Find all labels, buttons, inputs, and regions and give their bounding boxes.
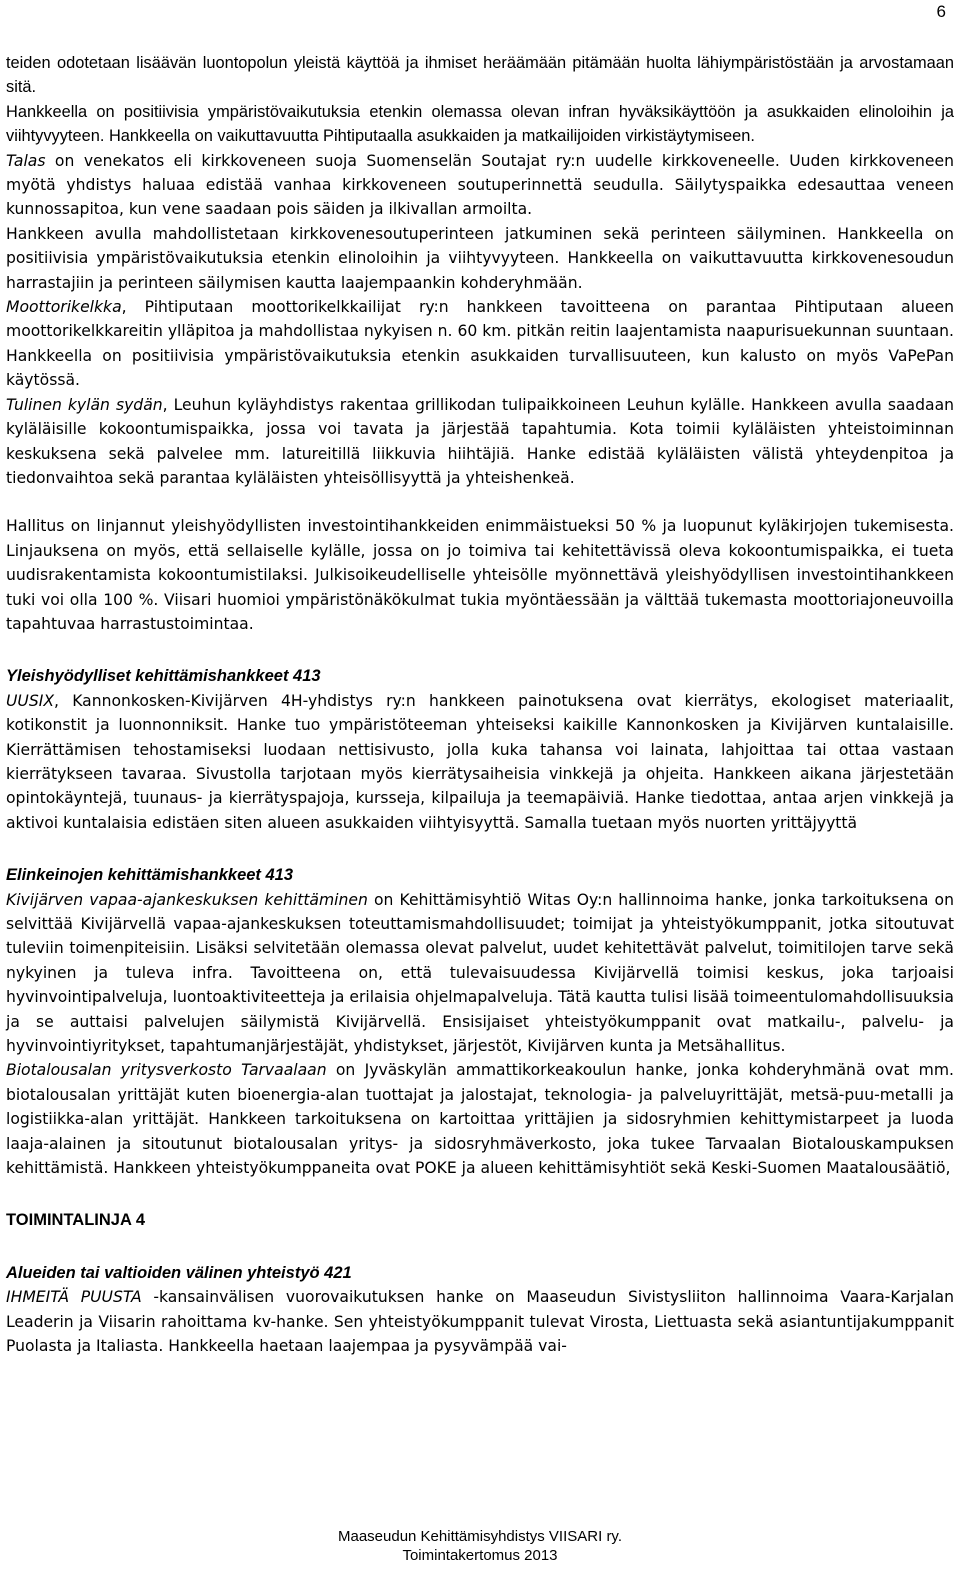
- spacer: [6, 1180, 954, 1208]
- paragraph: [6, 1285, 954, 1358]
- spacer: [6, 490, 954, 514]
- paragraph: [6, 888, 954, 1059]
- project-title: Talas: [6, 151, 46, 170]
- page-footer: [0, 1527, 960, 1565]
- page-body: [6, 51, 954, 1359]
- section-heading: Yleishyödylliset kehittämishankkeet 413: [6, 667, 321, 686]
- section-heading: Elinkeinojen kehittämishankkeet 413: [6, 866, 294, 885]
- project-title: IHMEITÄ PUUSTA: [6, 1288, 142, 1307]
- paragraph-text: , Kannonkosken-Kivijärven 4H-yhdistys ry:n hankkeen painotuksena ovat kierrätys, ekologiset materiaalit, kotikonstit ja luonnonniksit. Hanke tuo ympäristöteeman yhteiseksi kaikille Kannonkosken ja Kivijärven kuntalaisille. Kierrättämisen tehostamiseksi luodaan nettisivusto, jolla kuka tahansa voi lainata, lahjoittaa tai ottaa vastaan kierrätykseen tavaraa. Sivustolla tarjotaan myös kierrätysaiheisia vinkkejä ja ohjeita. Hankkeen aikana järjestetään opintokäyntejä, tuunaus- ja kierrätyspajoja, kursseja, kilpailuja ja teemapäiviä. Hanke tiedottaa, antaa arjen vinkkejä ja aktivoi kuntalaisia edistäen siten alueen asukkaiden viihtyisyyttä. Samalla tuetaan myös nuorten yrittäjyyttä: [6, 691, 954, 832]
- project-title: Kivijärven vapaa-ajankeskuksen kehittäminen: [6, 890, 368, 909]
- section-heading: Alueiden tai valtioiden välinen yhteistyö 421: [6, 1263, 352, 1282]
- paragraph-text: -kansainvälisen vuorovaikutuksen hanke on Maaseudun Sivistysliiton hallinnoima Vaara-Karjalan Leaderin ja Viisarin rahoittama kv-hanke. Sen yhteistyökumppanit tulevat Virosta, Liettuasta sekä asiantuntijakumppanit Puolasta ja Italiasta. Hankkeella haetaan laajempaa ja pysyvämpää vai-: [6, 1288, 954, 1356]
- spacer: [6, 636, 954, 664]
- paragraph: [6, 1058, 954, 1180]
- paragraph-text: on venekatos eli kirkkoveneen suoja Suomenselän Soutajat ry:n uudelle kirkkoveneelle. Uuden kirkkoveneen myötä yhdistys haluaa edistää vanhaa kirkkoveneen soutuperinnettä seudulla. Säilytyspaikka edesauttaa veneen kunnossapitoa, kun vene saadaan pois säiden ja ilkivallan armoilta.: [6, 151, 954, 219]
- paragraph: Hankkeella on positiivisia ympäristövaikutuksia etenkin olemassa olevan infran hyväksikäyttöön ja asukkaiden elinoloihin ja viihtyvyyteen. Hankkeella on vaikuttavuutta Pihtiputaalla asukkaiden ja matkailijoiden virkistäytymiseen.: [6, 102, 954, 146]
- paragraph-text: on Jyväskylän ammattikorkeakoulun hanke, jonka kohderyhmänä ovat mm. biotalousalan yrittäjät kuten bioenergia-alan tuottajat ja jalostajat, teknologia- ja palveluyrittäjät, metsä-puu-metalli ja logistiikka-alan yrittäjät. Hankkeen tarkoituksena on kartoittaa yrittäjien ja sidosryhmien kehittymistarpeet ja luoda laaja-alainen ja sitoutunut biotalousalan yritys- ja sidosryhmäverkosto, joka tukee Tarvaalan Biotalouskampuksen kehittämistä. Hankkeen yhteistyökumppaneita ovat POKE ja alueen kehittämisyhtiöt sekä Keski-Suomen Maatalousäätiö,: [6, 1061, 954, 1178]
- project-title: Tulinen kylän sydän: [6, 395, 163, 414]
- paragraph-text: , Pihtiputaan moottorikelkkailijat ry:n hankkeen tavoitteena on parantaa Pihtiputaan alueen moottorikelkkareitin ylläpitoa ja mahdollistaa nykyisen n. 60 km. pitkän reitin laajentamista naapurisuekunnan suuntaan. Hankkeella on positiivisia ympäristövaikutuksia etenkin asukkaiden turvallisuuteen, kun kalusto on myös VaPePan käytössä.: [6, 298, 954, 390]
- page-number: 6: [936, 2, 946, 21]
- paragraph: [6, 689, 954, 835]
- spacer: [6, 835, 954, 863]
- paragraph: teiden odotetaan lisäävän luontopolun yleistä käyttöä ja ihmiset heräämään pitämään huolta lähiympäristöstään ja arvostamaan sitä.: [6, 54, 954, 97]
- footer-report-title: Toimintakertomus 2013: [402, 1547, 558, 1564]
- paragraph: [6, 393, 954, 491]
- spacer: [6, 1233, 954, 1261]
- paragraph-text: , Leuhun kyläyhdistys rakentaa grillikodan tulipaikkoineen Leuhun kylälle. Hankkeen avulla saadaan kyläläisille kokoontumispaikka, jossa voi tavata ja järjestää tapahtumia. Kota toimii kyläläisten yhteistoiminnan keskuksena sekä palvelee mm. latureitillä liikkuvia hiihtäjiä. Hanke edistää kyläläisten välistä yhteydenpitoa ja tiedonvaihtoa sekä parantaa kyläläisten yhteisöllisyyttä ja yhteishenkeä.: [6, 395, 955, 487]
- project-title: Biotalousalan yritysverkosto Tarvaalaan: [6, 1061, 327, 1080]
- section-heading: TOIMINTALINJA 4: [6, 1211, 146, 1230]
- paragraph-text: on Kehittämisyhtiö Witas Oy:n hallinnoima hanke, jonka tarkoituksena on selvittää Kivijärvellä vapaa-ajankeskuksen toteuttamismahdollisuudet; toimijat ja yhteistyökumppanit, jotka sitoutuvat tuleviin toimenpiteisiin. Lisäksi selvitetään olemassa olevat palvelut, uudet kehitettävät palvelut, toimitilojen tarve sekä nykyinen ja tuleva infra. Tavoitteena on, että tulevaisuudessa Kivijärvellä toimisi keskus, joka tarjoaisi hyvinvointipalveluja, luontoaktiviteetteja ja erilaisia ohjelmapalveluja. Tätä kautta tulisi lisää toimeentulomahdollisuuksia ja se auttaisi palvelujen säilymistä Kivijärvellä. Ensisijaiset yhteistyökumppanit ovat matkailu-, palvelu- ja hyvinvointiyritykset, tapahtumanjärjestäjät, yhdistykset, järjestöt, Kivijärven kunta ja Metsähallitus.: [6, 890, 954, 1056]
- paragraph: Hankkeen avulla mahdollistetaan kirkkovenesoutuperinteen jatkuminen sekä perinteen säilyminen. Hankkeella on positiivisia ympäristövaikutuksia etenkin elinoloihin ja viihtyvyyteen. Hankkeella on vaikuttavuutta kirkkovenesoudun harrastajiin ja perinteen säilymisen kautta laajempaankin kohderyhmään.: [6, 224, 954, 292]
- footer-organization: Maaseudun Kehittämisyhdistys VIISARI ry.: [337, 1528, 622, 1545]
- project-title: Moottorikelkka: [6, 298, 122, 317]
- project-title: UUSIX: [6, 691, 55, 710]
- paragraph: Hallitus on linjannut yleishyödyllisten investointihankkeiden enimmäistueksi 50 % ja luopunut kyläkirjojen tukemisesta. Linjauksena on myös, että sellaiselle kylälle, jossa on jo toimiva tai kehitettävissä oleva kokoontumispaikka, ei tueta uudisrakentamista kokoontumistilaksi. Julkisoikeudelliselle yhteisölle myönnettävä yleishyödyllisen investointihankkeen tuki voi olla 100 %. Viisari huomioi ympäristönäkökulmat tukia myöntäessään ja välttää tukemasta moottoriajoneuvoilla tapahtuvaa harrastustoimintaa.: [6, 517, 954, 633]
- paragraph: [6, 295, 954, 393]
- paragraph: [6, 149, 954, 222]
